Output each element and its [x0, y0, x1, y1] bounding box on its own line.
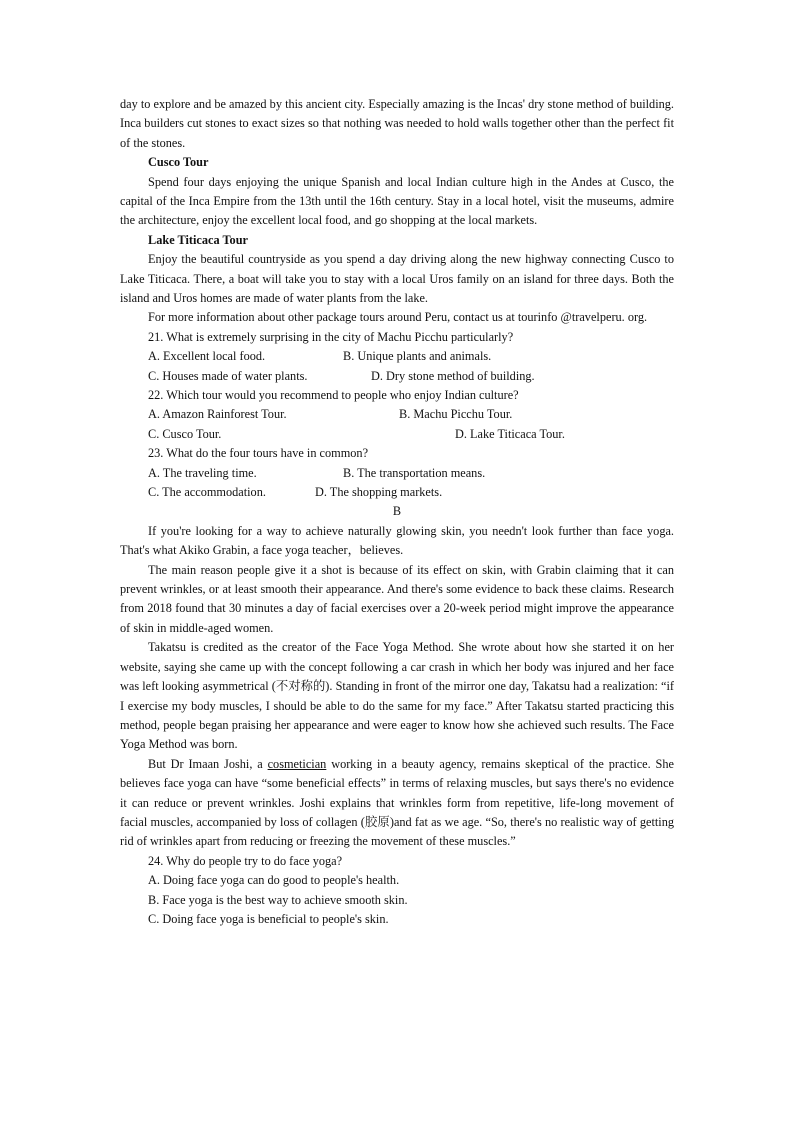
option-22-d: D. Lake Titicaca Tour.	[455, 426, 565, 441]
option-21-b: B. Unique plants and animals.	[343, 349, 492, 364]
passage-b-paragraph-3: Takatsu is credited as the creator of the Face Yoga Method. She wrote about how she started it on her website, saying she came up with the concept following a car crash in which her body was injured and her face was left looking asymmetrical (不对称的). Standing in front of the mirror one day, Takatsu had a realization: “if I exercise my body muscles, I should be able to do the same for my face.” After Takatsu started practicing this method, people began praising her appearance and were eager to know how she achieved such results. The Face Yoga Method was born.	[120, 640, 674, 752]
question-24-stem: 24. Why do people try to do face yoga?	[148, 853, 343, 868]
lake-titicaca-heading: Lake Titicaca Tour	[148, 232, 248, 247]
option-23-b: B. The transportation means.	[343, 465, 486, 480]
option-22-c: C. Cusco Tour.	[148, 426, 222, 441]
passage-b-paragraph-2: The main reason people give it a shot is because of its effect on skin, with Grabin claiming that it can prevent wrinkles, or at least smooth their appearance. And there's some evidence to back these claims. Research from 2018 found that 30 minutes a day of facial exercises over a 20-week period might improve the appearance of skin in middle-aged women.	[120, 562, 674, 635]
question-23-options-row-2	[120, 483, 674, 502]
option-22-a: A. Amazon Rainforest Tour.	[148, 407, 287, 422]
question-22-options-row-2	[120, 425, 674, 444]
question-21-stem: 21. What is extremely surprising in the city of Machu Picchu particularly?	[148, 329, 514, 344]
option-21-d: D. Dry stone method of building.	[371, 368, 535, 383]
paragraph-4-rest: working in a beauty agency, remains skeptical of the practice. She believes face yoga can have “some beneficial effects” in terms of relaxing muscles, but says there's no evidence it can reduce or prevent wrinkles. Joshi explains that wrinkles form from repetitive, life-long movement of facial muscles, accompanied by loss of collagen (胶原)and fat as we age. “So, there's no realistic way of getting rid of wrinkles apart from reducing or freezing the movement of these muscles.”	[120, 756, 674, 849]
option-23-a: A. The traveling time.	[148, 465, 257, 480]
option-22-b: B. Machu Picchu Tour.	[399, 407, 513, 422]
contact-info: For more information about other package tours around Peru, contact us at tourinfo @travelperu. org.	[148, 310, 648, 325]
option-24-c: C. Doing face yoga is beneficial to people's skin.	[148, 911, 389, 926]
passage-b-paragraph-1: If you're looking for a way to achieve naturally glowing skin, you needn't look further than face yoga. That's what Akiko Grabin, a face yoga teacher，believes.	[120, 523, 674, 558]
option-21-c: C. Houses made of water plants.	[148, 368, 308, 383]
option-24-b: B. Face yoga is the best way to achieve smooth skin.	[148, 892, 408, 907]
question-22-options-row-1	[120, 405, 674, 424]
question-22-stem: 22. Which tour would you recommend to people who enjoy Indian culture?	[148, 388, 519, 403]
section-b-label: B	[392, 504, 402, 519]
question-23-options-row-1	[120, 464, 674, 483]
option-21-a: A. Excellent local food.	[148, 349, 266, 364]
paragraph-4-lead: But Dr Imaan Joshi, a	[148, 756, 268, 771]
lake-titicaca-text: Enjoy the beautiful countryside as you spend a day driving along the new highway connecting Cusco to Lake Titicaca. There, a boat will take you to stay with a local Uros family on an island for three days. Both the island and Uros homes are made of water plants from the lake.	[120, 252, 674, 306]
passage-b-paragraph-4	[120, 755, 674, 852]
page-content	[120, 95, 674, 929]
cusco-tour-heading: Cusco Tour	[148, 155, 209, 170]
underlined-word-cosmetician: cosmetician	[267, 756, 327, 771]
question-23-stem: 23. What do the four tours have in common?	[148, 446, 369, 461]
option-23-c: C. The accommodation.	[148, 485, 266, 500]
machu-picchu-continuation: day to explore and be amazed by this ancient city. Especially amazing is the Incas' dry stone method of building. Inca builders cut stones to exact sizes so that nothing was needed to hold walls together other than the perfect fit of the stones.	[120, 97, 674, 150]
option-23-d: D. The shopping markets.	[315, 485, 443, 500]
option-24-a: A. Doing face yoga can do good to people's health.	[148, 873, 400, 888]
question-21-options-row-1	[120, 347, 674, 366]
cusco-tour-text: Spend four days enjoying the unique Spanish and local Indian culture high in the Andes at Cusco, the capital of the Inca Empire from the 13th until the 16th century. Stay in a local hotel, visit the museums, admire the architecture, enjoy the excellent local food, and go shopping at the local markets.	[120, 174, 674, 228]
question-21-options-row-2	[120, 367, 674, 386]
